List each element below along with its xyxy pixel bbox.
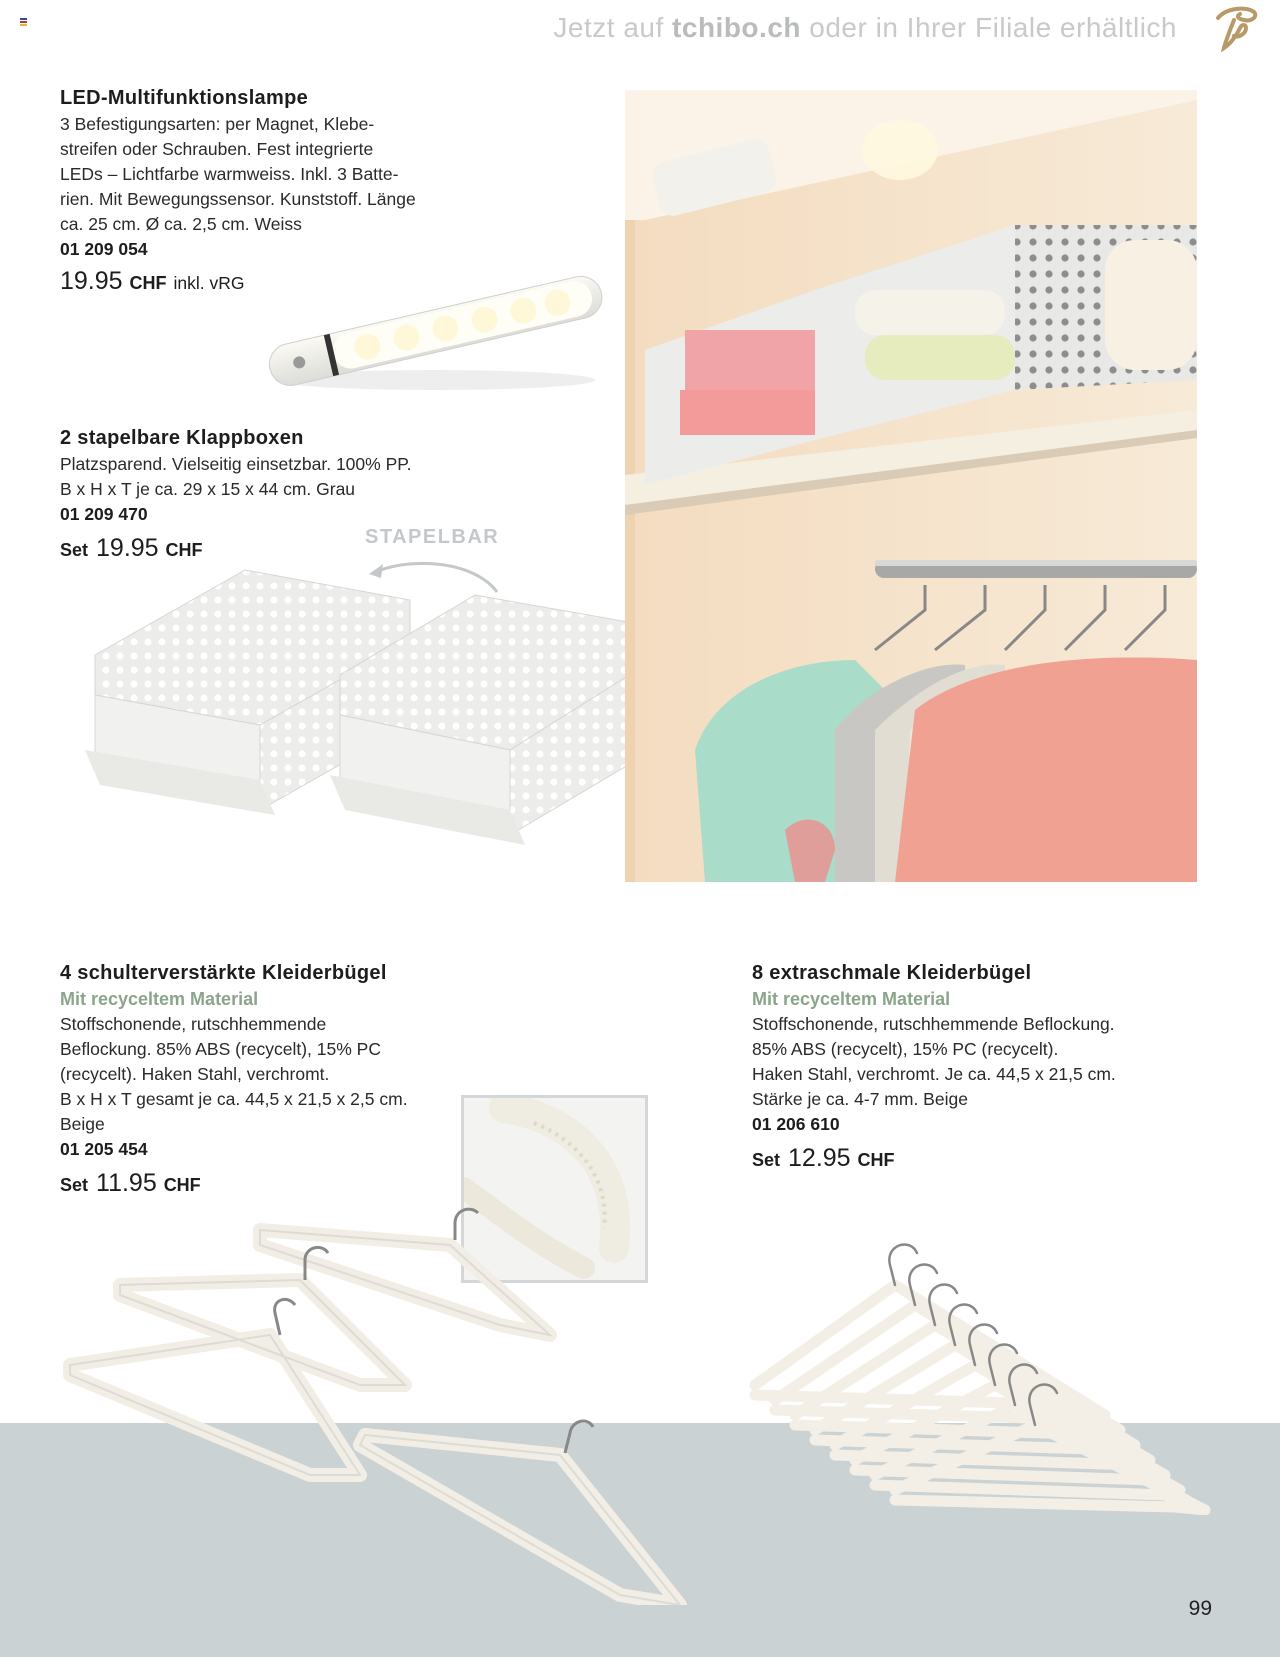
desc-line: Stoffschonende, rutschhemmende <box>60 1014 327 1034</box>
product-description <box>752 1012 1212 1112</box>
tchibo-logo-icon <box>1212 4 1260 52</box>
desc-line: 85% ABS (recycelt), 15% PC (recycelt). <box>752 1039 1059 1059</box>
product-subtitle: Mit recyceltem Material <box>752 989 951 1009</box>
desc-line: Stoffschonende, rutschhemmende Beflockung. <box>752 1014 1115 1034</box>
desc-line: streifen oder Schrauben. Fest integrierte <box>60 139 374 159</box>
flag-icon <box>20 18 27 26</box>
header-text-after: oder in Ihrer Filiale erhältlich <box>801 12 1177 43</box>
article-number: 01 209 470 <box>60 504 148 524</box>
article-number: 01 209 054 <box>60 239 148 259</box>
page-number: 99 <box>1188 1597 1212 1620</box>
hangers-4-image <box>60 1205 700 1605</box>
price <box>60 1166 500 1202</box>
product-subtitle: Mit recyceltem Material <box>60 989 259 1009</box>
desc-line: Beflockung. 85% ABS (recycelt), 15% PC <box>60 1039 381 1059</box>
hangers-8-image <box>745 1215 1215 1515</box>
lamp-image <box>255 258 615 398</box>
price-set-label: Set <box>60 540 89 560</box>
product-description <box>60 452 520 502</box>
price-value: 12.95 <box>788 1144 851 1172</box>
product-description <box>60 112 480 237</box>
closet-photo <box>625 90 1197 882</box>
price-value: 19.95 <box>96 534 159 562</box>
product-description <box>60 1012 500 1137</box>
desc-line: Platzsparend. Vielseitig einsetzbar. 100% PP. <box>60 454 412 474</box>
product-title: 2 stapelbare Klappboxen <box>60 427 304 449</box>
price-set-label: Set <box>60 1175 89 1195</box>
price-currency: CHF <box>857 1150 895 1170</box>
product-title: LED-Multifunktionslampe <box>60 87 309 109</box>
desc-line: rien. Mit Bewegungssensor. Kunststoff. Länge <box>60 189 416 209</box>
header-availability-text <box>553 12 1177 44</box>
desc-line: Stärke je ca. 4-7 mm. Beige <box>752 1089 968 1109</box>
desc-line: Haken Stahl, verchromt. Je ca. 44,5 x 21,5 cm. <box>752 1064 1116 1084</box>
price-set-label: Set <box>752 1150 781 1170</box>
desc-line: B x H x T je ca. 29 x 15 x 44 cm. Grau <box>60 479 356 499</box>
desc-line: (recycelt). Haken Stahl, verchromt. <box>60 1064 330 1084</box>
price-currency: CHF <box>163 1175 201 1195</box>
desc-line: LEDs – Lichtfarbe warmweiss. Inkl. 3 Batte- <box>60 164 399 184</box>
header-brand-site[interactable]: tchibo.ch <box>672 12 801 43</box>
desc-line: ca. 25 cm. Ø ca. 2,5 cm. Weiss <box>60 214 302 234</box>
desc-line: Beige <box>60 1114 105 1134</box>
article-number: 01 206 610 <box>752 1114 840 1134</box>
desc-line: B x H x T gesamt je ca. 44,5 x 21,5 x 2,5 cm. <box>60 1089 408 1109</box>
desc-line: 3 Befestigungsarten: per Magnet, Klebe- <box>60 114 375 134</box>
stapelbar-label: STAPELBAR <box>365 526 500 548</box>
article-number: 01 205 454 <box>60 1139 148 1159</box>
price-currency: CHF <box>129 273 167 293</box>
price-suffix: inkl. vRG <box>173 273 245 293</box>
price-currency: CHF <box>165 540 203 560</box>
price <box>752 1141 1212 1177</box>
header-text-before: Jetzt auf <box>553 12 673 43</box>
price-value: 11.95 <box>96 1169 157 1197</box>
product-hangers-8 <box>752 962 1212 1177</box>
product-hangers-4 <box>60 962 500 1202</box>
product-title: 8 extraschmale Kleiderbügel <box>752 962 1032 984</box>
boxes-image <box>85 565 645 855</box>
price-value: 19.95 <box>60 267 123 295</box>
product-title: 4 schulterverstärkte Kleiderbügel <box>60 962 387 984</box>
